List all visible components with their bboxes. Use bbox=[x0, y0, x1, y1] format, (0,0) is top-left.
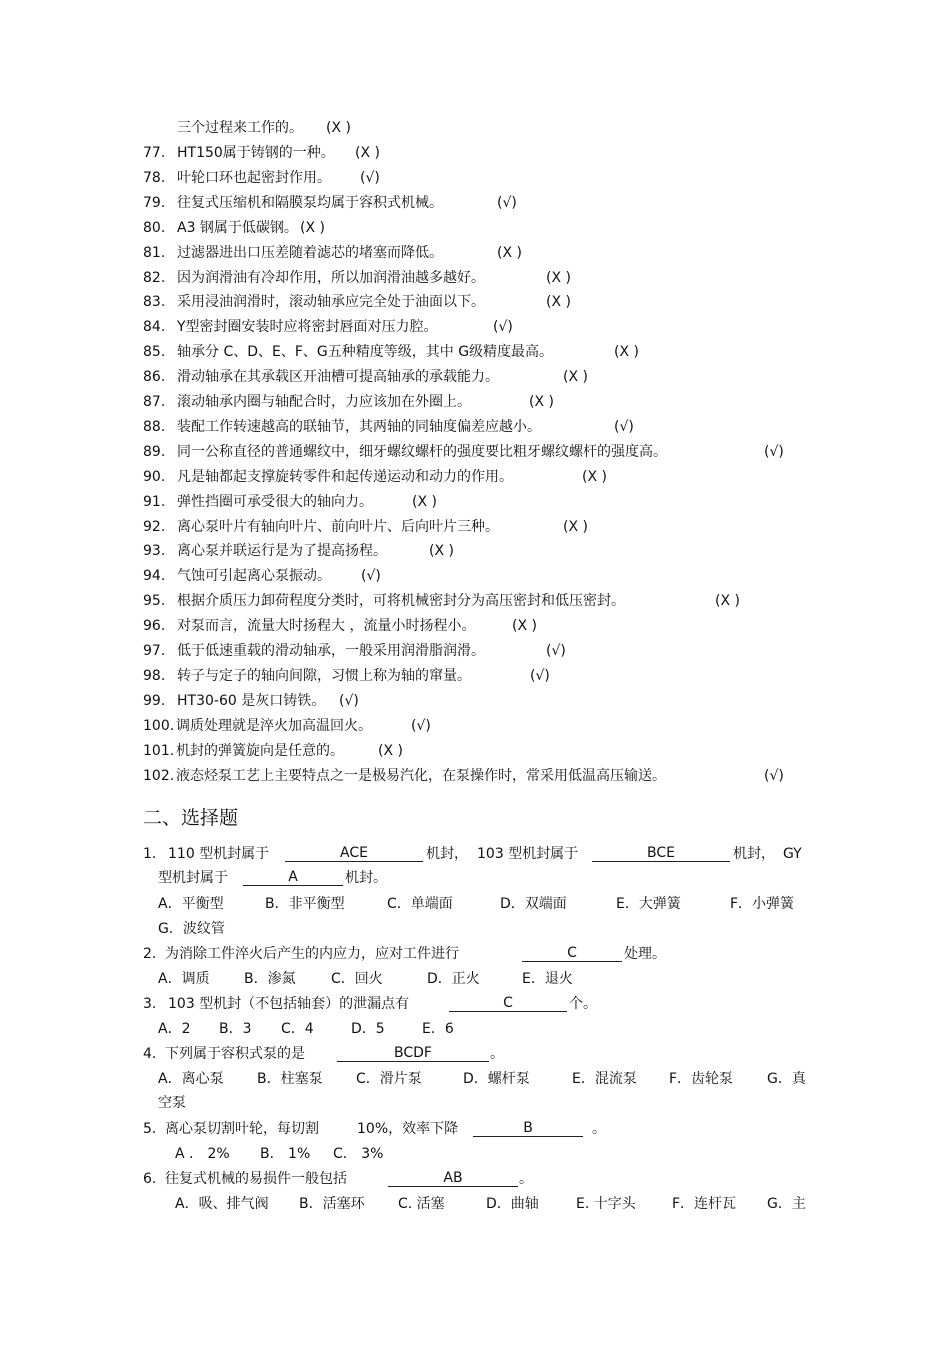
answer-blank: BCE bbox=[592, 845, 730, 862]
option: C．滑片泵 bbox=[356, 1071, 422, 1087]
option: E．退火 bbox=[522, 971, 573, 987]
question-text: 机封， bbox=[733, 846, 775, 862]
item-text: 机封的弹簧旋向是任意的。 bbox=[176, 742, 344, 759]
option: D．正火 bbox=[427, 971, 480, 987]
question-text: 机封。 bbox=[345, 870, 387, 886]
item-text: 根据介质压力卸荷程度分类时，可将机械密封分为高压密封和低压密封。 bbox=[177, 593, 625, 610]
item-text: Y型密封圈安装时应将密封唇面对压力腔。 bbox=[177, 319, 438, 336]
option: F．齿轮泵 bbox=[669, 1071, 734, 1087]
item-number: 98. bbox=[143, 667, 166, 684]
option: B．3 bbox=[219, 1021, 252, 1037]
question-text: 型机封属于 bbox=[158, 870, 228, 886]
item-answer: (X ) bbox=[429, 543, 454, 560]
item-text: 滑动轴承在其承载区开油槽可提高轴承的承载能力。 bbox=[177, 369, 499, 386]
item-answer: (√) bbox=[546, 643, 566, 659]
question-number: 1. bbox=[143, 846, 157, 862]
item-text: 凡是轴都起支撑旋转零件和起传递运动和动力的作用。 bbox=[177, 468, 513, 485]
item-text: 轴承分 C、D、E、F、G五种精度等级，其中 G级精度最高。 bbox=[177, 344, 554, 361]
option: C．4 bbox=[281, 1021, 314, 1037]
option: C．单端面 bbox=[387, 896, 453, 912]
option: G．真 bbox=[767, 1071, 806, 1087]
item-text: 叶轮口环也起密封作用。 bbox=[177, 169, 331, 186]
option: B． 1% bbox=[260, 1146, 311, 1162]
item-number: 97. bbox=[143, 643, 166, 659]
option: C．回火 bbox=[331, 971, 383, 987]
option: D．5 bbox=[351, 1021, 385, 1037]
question-text: 往复式机械的易损件一般包括 bbox=[165, 1171, 347, 1187]
option: B．渗氮 bbox=[244, 971, 296, 987]
item-number: 77. bbox=[143, 145, 166, 161]
item-text: A3 钢属于低碳钢。 bbox=[177, 219, 298, 236]
option: E．大弹簧 bbox=[616, 896, 681, 912]
option: B．柱塞泵 bbox=[257, 1071, 323, 1087]
option: A．平衡型 bbox=[158, 896, 224, 912]
answer-blank: C bbox=[522, 945, 622, 962]
item-number: 83. bbox=[143, 294, 166, 311]
item-text: 转子与定子的轴向间隙，习惯上称为轴的窜量。 bbox=[177, 667, 471, 684]
question-text: 。 bbox=[592, 1121, 606, 1137]
item-number: 99. bbox=[143, 692, 166, 709]
item-answer: (√) bbox=[530, 667, 550, 684]
item-answer: (√) bbox=[361, 568, 381, 585]
option: A．离心泵 bbox=[158, 1071, 224, 1087]
question-text: 103 型机封（不包括轴套）的泄漏点有 bbox=[168, 996, 410, 1012]
option: D．双端面 bbox=[500, 896, 567, 912]
item-text: 离心泵并联运行是为了提高扬程。 bbox=[177, 543, 387, 560]
item-number: 80. bbox=[143, 219, 166, 236]
question-text: 为消除工件淬火后产生的内应力，应对工件进行 bbox=[165, 946, 459, 962]
answer-blank: AB bbox=[388, 1170, 518, 1187]
item-number: 87. bbox=[143, 394, 166, 410]
item-number: 81. bbox=[143, 244, 166, 261]
item-text: HT150属于铸钢的一种。 bbox=[177, 145, 335, 161]
item-answer: (X ) bbox=[563, 369, 588, 386]
item-answer: (X ) bbox=[582, 468, 607, 485]
option: A．吸、排气阀 bbox=[175, 1196, 269, 1212]
option: E．混流泵 bbox=[572, 1071, 637, 1087]
section-title: 二、选择题 bbox=[143, 807, 239, 829]
item-number: 84. bbox=[143, 319, 166, 336]
answer-blank: B bbox=[473, 1120, 583, 1137]
question-number: 5. bbox=[143, 1121, 157, 1137]
question-text: 110 型机封属于 bbox=[168, 846, 270, 862]
item-text: 装配工作转速越高的联轴节，其两轴的同轴度偏差应越小。 bbox=[177, 418, 541, 435]
item-answer: (√) bbox=[411, 717, 431, 734]
item-number: 100. bbox=[143, 717, 175, 734]
item-text: 低于低速重载的滑动轴承，一般采用润滑脂润滑。 bbox=[177, 643, 485, 659]
item-answer: (√) bbox=[497, 194, 517, 211]
option: D．螺杆泵 bbox=[463, 1071, 530, 1087]
item-text: 调质处理就是淬火加高温回火。 bbox=[176, 717, 372, 734]
item-answer: (X ) bbox=[412, 493, 437, 510]
item-number: 85. bbox=[143, 344, 166, 361]
item-answer: (√) bbox=[339, 692, 359, 709]
item-text: 对泵而言，流量大时扬程大 ，流量小时扬程小。 bbox=[177, 618, 476, 635]
item-answer: (X ) bbox=[355, 145, 380, 161]
question-number: 6. bbox=[143, 1171, 157, 1187]
option: C． 3% bbox=[333, 1146, 384, 1162]
option: G．波纹管 bbox=[158, 921, 225, 937]
item-number: 86. bbox=[143, 369, 166, 386]
item-answer: (X ) bbox=[497, 244, 522, 261]
item-text: 往复式压缩机和隔膜泵均属于容积式机械。 bbox=[177, 194, 443, 211]
option: D．曲轴 bbox=[486, 1196, 539, 1212]
item-answer: (√) bbox=[360, 169, 380, 186]
option: A．2 bbox=[158, 1021, 191, 1037]
question-number: 4. bbox=[143, 1046, 157, 1062]
item-answer: (X ) bbox=[614, 344, 639, 361]
tf-continued-answer: (X ) bbox=[326, 120, 351, 136]
answer-blank: A bbox=[243, 869, 343, 886]
option: A ． 2% bbox=[175, 1146, 230, 1162]
question-text: 103 型机封属于 bbox=[477, 846, 579, 862]
item-answer: (√) bbox=[764, 443, 784, 460]
item-number: 96. bbox=[143, 618, 166, 635]
item-number: 90. bbox=[143, 468, 166, 485]
item-text: 弹性挡圈可承受很大的轴向力。 bbox=[177, 493, 373, 510]
item-text: HT30-60 是灰口铸铁。 bbox=[177, 692, 326, 709]
item-text: 液态烃泵工艺上主要特点之一是极易汽化，在泵操作时，常采用低温高压输送。 bbox=[176, 767, 666, 784]
item-text: 离心泵叶片有轴向叶片、前向叶片、后向叶片三种。 bbox=[177, 518, 499, 535]
item-answer: (X ) bbox=[546, 269, 571, 286]
item-answer: (X ) bbox=[715, 593, 740, 610]
item-answer: (X ) bbox=[300, 219, 325, 236]
item-number: 88. bbox=[143, 418, 166, 435]
answer-blank: BCDF bbox=[337, 1045, 489, 1062]
question-text: 。 bbox=[490, 1046, 504, 1062]
item-text: 同一公称直径的普通螺纹中，细牙螺纹螺杆的强度要比粗牙螺纹螺杆的强度高。 bbox=[177, 443, 667, 460]
item-number: 79. bbox=[143, 194, 166, 211]
item-number: 92. bbox=[143, 518, 166, 535]
question-text: 10%，效率下降 bbox=[357, 1121, 459, 1137]
item-number: 93. bbox=[143, 543, 166, 560]
item-answer: (X ) bbox=[546, 294, 571, 311]
option: A．调质 bbox=[158, 971, 210, 987]
item-number: 95. bbox=[143, 593, 166, 610]
question-text: 。 bbox=[519, 1171, 533, 1187]
item-number: 94. bbox=[143, 568, 166, 585]
item-answer: (X ) bbox=[563, 518, 588, 535]
question-text: 离心泵切割叶轮，每切割 bbox=[165, 1121, 319, 1137]
option: 空泵 bbox=[158, 1095, 186, 1111]
option: C. 活塞 bbox=[398, 1196, 445, 1212]
item-text: 气蚀可引起离心泵振动。 bbox=[177, 568, 331, 585]
option: B．活塞环 bbox=[299, 1196, 365, 1212]
answer-blank: ACE bbox=[285, 845, 423, 862]
item-number: 82. bbox=[143, 269, 166, 286]
option: B．非平衡型 bbox=[265, 896, 345, 912]
item-text: 因为润滑油有冷却作用，所以加润滑油越多越好。 bbox=[177, 269, 485, 286]
item-text: 滚动轴承内圈与轴配合时，力应该加在外圈上。 bbox=[177, 394, 471, 410]
question-text: 机封， bbox=[426, 846, 468, 862]
question-text: 个。 bbox=[569, 996, 597, 1012]
question-text: 下列属于容积式泵的是 bbox=[165, 1046, 305, 1062]
item-text: 采用浸油润滑时，滚动轴承应完全处于油面以下。 bbox=[177, 294, 485, 311]
option: E. 十字头 bbox=[576, 1196, 636, 1212]
item-answer: (√) bbox=[764, 767, 784, 784]
tf-continued-text: 三个过程来工作的。 bbox=[177, 120, 303, 136]
item-number: 91. bbox=[143, 493, 166, 510]
option: F．连杆瓦 bbox=[672, 1196, 737, 1212]
item-answer: (X ) bbox=[529, 394, 554, 410]
item-answer: (√) bbox=[614, 418, 634, 435]
question-number: 2. bbox=[143, 946, 157, 962]
item-answer: (√) bbox=[493, 319, 513, 336]
question-text: 处理。 bbox=[624, 946, 666, 962]
item-number: 102. bbox=[143, 767, 175, 784]
question-text: GY bbox=[783, 846, 802, 862]
option: E．6 bbox=[422, 1021, 454, 1037]
question-number: 3. bbox=[143, 996, 157, 1012]
item-number: 78. bbox=[143, 169, 166, 186]
item-number: 89. bbox=[143, 443, 166, 460]
option: G．主 bbox=[767, 1196, 806, 1212]
item-answer: (X ) bbox=[378, 742, 403, 759]
item-number: 101. bbox=[143, 742, 175, 759]
item-text: 过滤器进出口压差随着滤芯的堵塞而降低。 bbox=[177, 244, 443, 261]
answer-blank: C bbox=[449, 995, 567, 1012]
item-answer: (X ) bbox=[512, 618, 537, 635]
option: F．小弹簧 bbox=[730, 896, 795, 912]
